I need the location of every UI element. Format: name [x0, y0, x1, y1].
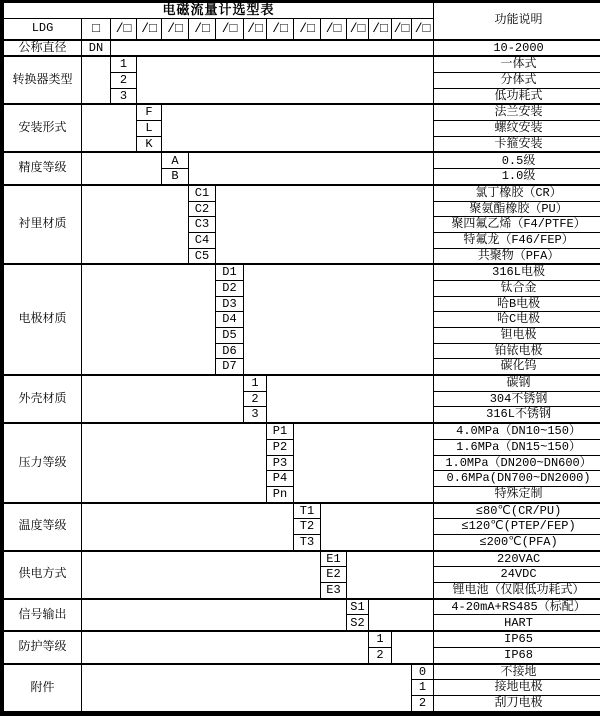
option-code-cell: C1 — [189, 185, 216, 201]
option-code-cell: D3 — [216, 296, 244, 312]
code-slash-box: /□ — [392, 19, 412, 40]
option-code-cell: S1 — [347, 599, 369, 615]
option-desc-cell: 法兰安装 — [434, 104, 600, 120]
option-code-cell: C3 — [189, 217, 216, 233]
group-label: 温度等级 — [4, 503, 82, 551]
code-slash-box: /□ — [347, 19, 369, 40]
empty-span-cell — [137, 56, 434, 104]
option-code-cell: L — [137, 121, 162, 137]
option-desc-cell: 0.5级 — [434, 152, 600, 168]
option-desc-cell: 哈B电极 — [434, 296, 600, 312]
option-code-cell: C4 — [189, 232, 216, 248]
group-label: 压力等级 — [4, 423, 82, 502]
group-label: 精度等级 — [4, 152, 82, 184]
option-desc-cell: 铂铱电极 — [434, 343, 600, 359]
table-title: 电磁流量计选型表 — [4, 3, 434, 19]
option-desc-cell: 钛合金 — [434, 281, 600, 297]
group-label: 转换器类型 — [4, 56, 82, 104]
option-code-cell: 2 — [369, 647, 392, 663]
option-desc-cell: ≤80℃(CR/PU) — [434, 503, 600, 519]
option-desc-cell: 不接地 — [434, 664, 600, 680]
empty-span-cell — [347, 551, 434, 599]
option-desc-cell: 哈C电极 — [434, 312, 600, 328]
option-desc-cell: 1.0级 — [434, 169, 600, 185]
group-label: 防护等级 — [4, 631, 82, 663]
empty-span-cell — [82, 104, 137, 152]
empty-span-cell — [82, 423, 267, 502]
option-code-cell: P4 — [267, 471, 294, 487]
option-desc-cell: 1.6MPa（DN15~150） — [434, 439, 600, 455]
option-desc-cell: 一体式 — [434, 56, 600, 72]
option-code-cell: E3 — [321, 583, 347, 599]
option-desc-cell: 聚四氟乙烯（F4/PTFE） — [434, 217, 600, 233]
option-code-cell: C2 — [189, 201, 216, 217]
code-slash-box: /□ — [412, 19, 434, 40]
option-code-cell: 2 — [412, 695, 434, 711]
option-code-cell: 1 — [369, 631, 392, 647]
empty-span-cell — [244, 264, 434, 375]
option-desc-cell: 24VDC — [434, 567, 600, 583]
option-code-cell: D4 — [216, 312, 244, 328]
option-code-cell: E1 — [321, 551, 347, 567]
option-desc-cell: 1.0MPa（DN200~DN600） — [434, 455, 600, 471]
option-desc-cell: IP68 — [434, 647, 600, 663]
empty-span-cell — [392, 631, 434, 663]
option-code-cell: P2 — [267, 439, 294, 455]
option-desc-cell: 10-2000 — [434, 40, 600, 57]
option-desc-cell: ≤120℃(PTEP/FEP) — [434, 519, 600, 535]
empty-span-cell — [369, 599, 434, 631]
option-desc-cell: 碳化钨 — [434, 359, 600, 375]
empty-span-cell — [294, 423, 434, 502]
option-desc-cell: 220VAC — [434, 551, 600, 567]
empty-span-cell — [216, 185, 434, 264]
option-code-cell: K — [137, 136, 162, 152]
empty-span-cell — [82, 375, 244, 423]
option-code-cell: Pn — [267, 486, 294, 502]
group-label-diameter: 公称直径 — [4, 40, 82, 57]
code-slash-box: /□ — [321, 19, 347, 40]
option-desc-cell: 聚氨酯橡胶（PU） — [434, 201, 600, 217]
option-desc-cell: 钽电极 — [434, 328, 600, 344]
empty-span-cell — [82, 152, 162, 184]
code-slash-box: /□ — [189, 19, 216, 40]
option-code-cell: D1 — [216, 264, 244, 280]
option-code-cell: D7 — [216, 359, 244, 375]
option-desc-cell: 共聚物（PFA） — [434, 248, 600, 264]
empty-span-cell — [162, 104, 434, 152]
empty-span-cell — [82, 264, 216, 375]
group-label: 安装形式 — [4, 104, 82, 152]
option-code-cell: T1 — [294, 503, 321, 519]
empty-span-cell — [82, 599, 347, 631]
option-desc-cell: 316L不锈钢 — [434, 407, 600, 423]
option-code-cell: P1 — [267, 423, 294, 439]
empty-span-cell — [189, 152, 434, 184]
option-desc-cell: 锂电池（仅限低功耗式） — [434, 583, 600, 599]
option-code-cell: B — [162, 169, 189, 185]
option-code-cell: D5 — [216, 328, 244, 344]
group-label: 外壳材质 — [4, 375, 82, 423]
empty-span-cell — [267, 375, 434, 423]
code-slash-box: /□ — [162, 19, 189, 40]
empty-span-cell — [82, 551, 321, 599]
group-label: 衬里材质 — [4, 185, 82, 264]
option-code-cell: E2 — [321, 567, 347, 583]
option-desc-cell: 4-20mA+RS485（标配） — [434, 599, 600, 615]
empty-span-cell — [82, 664, 412, 712]
group-label: 供电方式 — [4, 551, 82, 599]
option-code-cell: D2 — [216, 281, 244, 297]
model-prefix: LDG — [4, 19, 82, 40]
empty-span-cell — [82, 56, 111, 104]
code-slash-box: /□ — [111, 19, 137, 40]
option-desc-cell: 卡箍安装 — [434, 136, 600, 152]
option-code-cell: 3 — [111, 88, 137, 104]
option-code-cell: 2 — [111, 73, 137, 89]
option-code-cell: 1 — [111, 56, 137, 72]
code-slash-box: /□ — [216, 19, 244, 40]
option-code-cell: A — [162, 152, 189, 168]
code-slash-box: /□ — [294, 19, 321, 40]
option-desc-cell: 304不锈钢 — [434, 391, 600, 407]
group-label: 信号输出 — [4, 599, 82, 631]
empty-span-cell — [111, 40, 434, 57]
option-code-cell: 3 — [244, 407, 267, 423]
selection-table — [3, 2, 600, 712]
option-desc-cell: ≤200℃(PFA) — [434, 534, 600, 550]
option-desc-cell: 碳钢 — [434, 375, 600, 391]
code-slash-box: /□ — [244, 19, 267, 40]
empty-span-cell — [82, 185, 189, 264]
option-code-cell: DN — [82, 40, 111, 57]
option-desc-cell: 特殊定制 — [434, 486, 600, 502]
code-slash-box: /□ — [267, 19, 294, 40]
option-code-cell: 2 — [244, 391, 267, 407]
option-desc-cell: IP65 — [434, 631, 600, 647]
code-slash-box: /□ — [137, 19, 162, 40]
option-code-cell: P3 — [267, 455, 294, 471]
option-desc-cell: 分体式 — [434, 73, 600, 89]
option-code-cell: T2 — [294, 519, 321, 535]
option-code-cell: D6 — [216, 343, 244, 359]
option-desc-cell: 低功耗式 — [434, 88, 600, 104]
option-desc-cell: 特氟龙（F46/FEP） — [434, 232, 600, 248]
group-label: 电极材质 — [4, 264, 82, 375]
option-desc-cell: HART — [434, 615, 600, 631]
option-desc-cell: 0.6MPa(DN700~DN2000) — [434, 471, 600, 487]
empty-span-cell — [82, 503, 294, 551]
option-desc-cell: 4.0MPa（DN10~150） — [434, 423, 600, 439]
option-code-cell: F — [137, 104, 162, 120]
group-label: 附件 — [4, 664, 82, 712]
option-desc-cell: 接地电极 — [434, 680, 600, 696]
empty-span-cell — [321, 503, 434, 551]
option-desc-cell: 氯丁橡胶（CR） — [434, 185, 600, 201]
option-code-cell: 1 — [412, 680, 434, 696]
option-desc-cell: 螺纹安装 — [434, 121, 600, 137]
option-desc-cell: 刮刀电极 — [434, 695, 600, 711]
code-box: □ — [82, 19, 111, 40]
function-column-header: 功能说明 — [434, 3, 600, 40]
option-code-cell: S2 — [347, 615, 369, 631]
option-code-cell: C5 — [189, 248, 216, 264]
selection-table-body — [4, 3, 600, 712]
option-code-cell: 0 — [412, 664, 434, 680]
empty-span-cell — [82, 631, 369, 663]
option-code-cell: 1 — [244, 375, 267, 391]
option-code-cell: T3 — [294, 534, 321, 550]
option-desc-cell: 316L电极 — [434, 264, 600, 280]
code-slash-box: /□ — [369, 19, 392, 40]
